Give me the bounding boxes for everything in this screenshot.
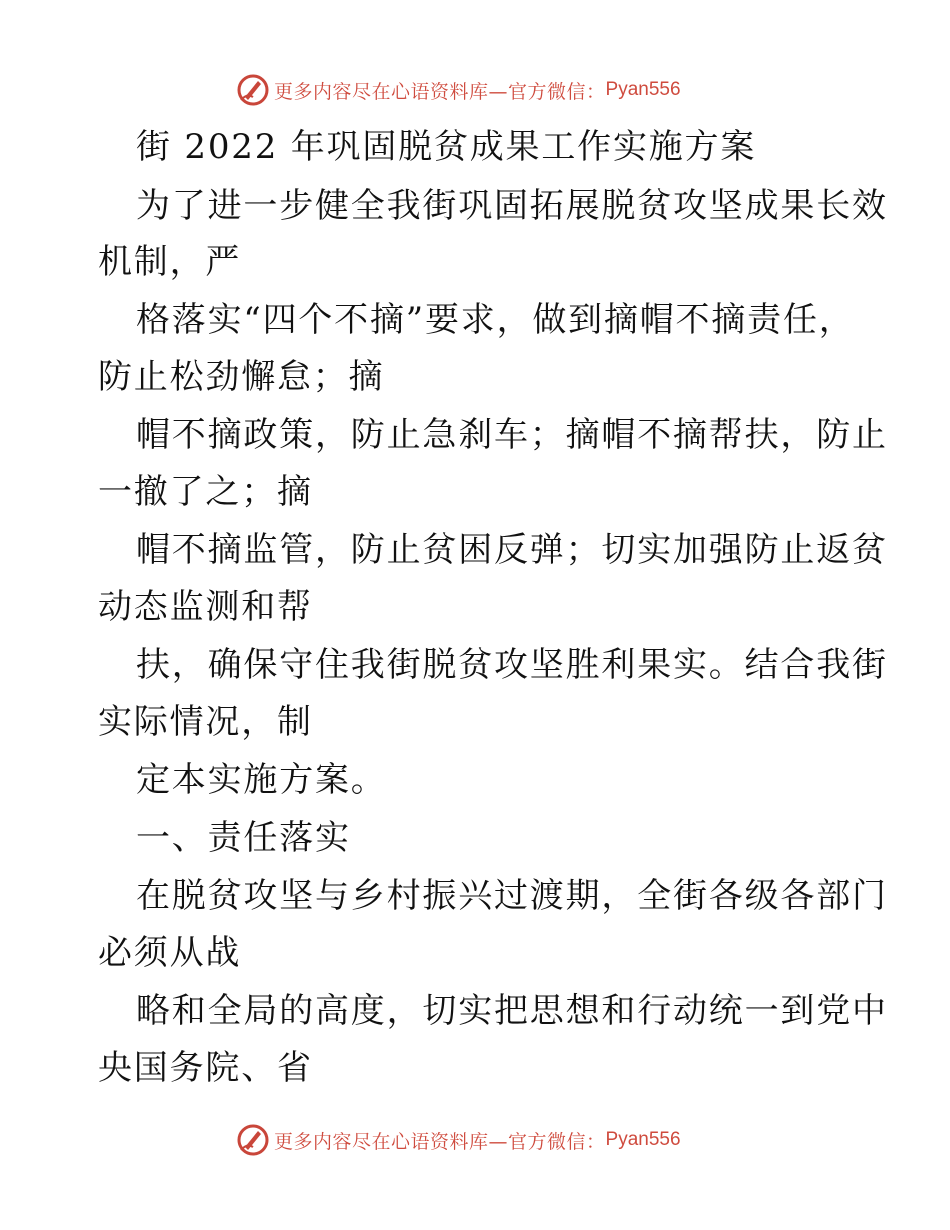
watermark-wechat-id: Pyan556 [605, 79, 681, 100]
document-title: 街 2022 年巩固脱贫成果工作实施方案 [136, 127, 757, 167]
paragraph-line: 略和全局的高度，切实把思想和行动统一到党中 [136, 991, 888, 1031]
watermark-text: 更多内容尽在心语资料库—官方微信： [274, 80, 606, 103]
header-watermark [236, 72, 681, 108]
watermark-text: 更多内容尽在心语资料库—官方微信： [274, 1130, 606, 1153]
paragraph-line: 帽不摘监管，防止贫困反弹；切实加强防止返贫 [136, 530, 888, 570]
paragraph-line: 为了进一步健全我街巩固拓展脱贫攻坚成果长效 [136, 186, 888, 226]
paragraph-line: 定本实施方案。 [136, 760, 387, 800]
section-heading: 一、责任落实 [136, 818, 351, 858]
brand-logo-icon [236, 73, 270, 107]
paragraph-line: 帽不摘政策，防止急刹车；摘帽不摘帮扶，防止 [136, 415, 888, 455]
footer-watermark [236, 1122, 681, 1158]
paragraph-line: 格落实“四个不摘”要求，做到摘帽不摘责任， [136, 300, 855, 340]
paragraph-line: 机制，严 [98, 242, 242, 282]
paragraph-line: 扶，确保守住我街脱贫攻坚胜利果实。结合我街 [136, 645, 888, 685]
paragraph-line: 防止松劲懈怠；摘 [98, 357, 385, 397]
paragraph-line: 央国务院、省 [98, 1048, 313, 1088]
brand-logo-icon [236, 1123, 270, 1157]
watermark-wechat-id: Pyan556 [605, 1129, 681, 1150]
paragraph-line: 一撤了之；摘 [98, 472, 313, 512]
paragraph-line: 动态监测和帮 [98, 587, 313, 627]
paragraph-line: 必须从战 [98, 933, 242, 973]
paragraph-line: 实际情况，制 [98, 702, 313, 742]
paragraph-line: 在脱贫攻坚与乡村振兴过渡期，全街各级各部门 [136, 876, 888, 916]
